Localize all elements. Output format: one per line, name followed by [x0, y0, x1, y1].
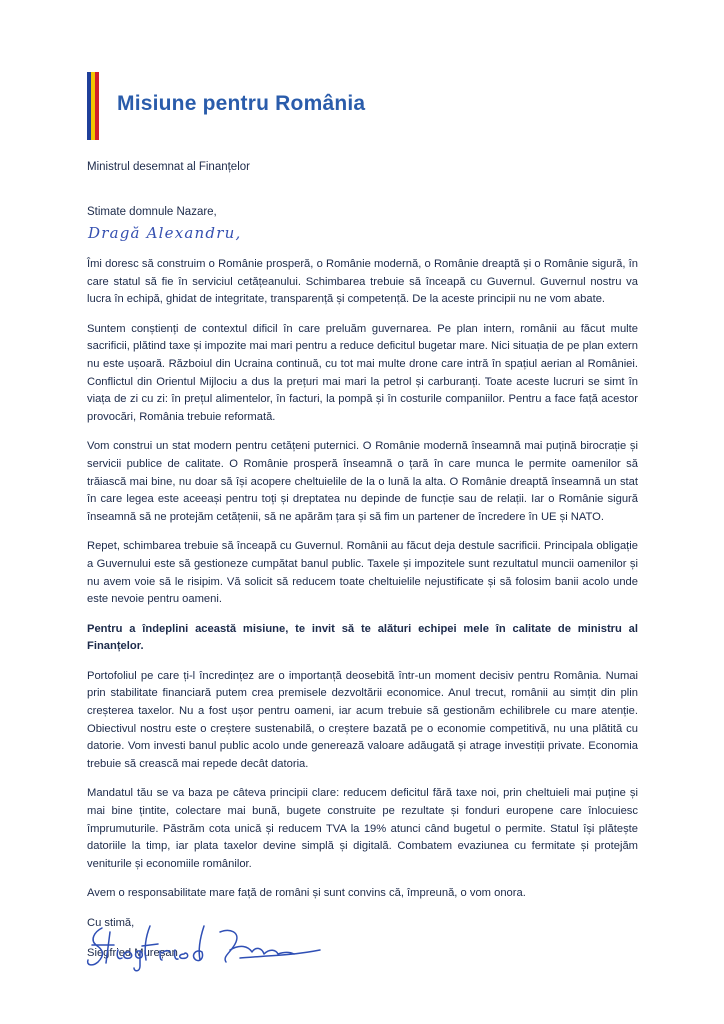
paragraph-5: Portofoliul pe care ți-l încredințez are o importanță deosebită într-un moment decisiv pentru România. Numai prin stabilitate financiară putem crea premisele dezvoltării economice. Anul trecut, românii au simțit din plin creșterea taxelor. Nu a fost ușor pentru oameni, iar acum trebuie să gestionăm echilibrele cu mare atenție. Obiectivul nostru este o creștere sustenabilă, o creștere bazată pe o economie competitivă, nu una plătită cu datorie. Vom investi banul public acolo unde generează valoare adăugată și atrage investiții private. Economia trebuie să crească mai repede decât datoria.: [87, 669, 638, 770]
paragraph-6: Mandatul tău se va baza pe câteva principii clare: reducem deficitul fără taxe noi, prin cheltuieli mai puține și mai bine țintite, colectare mai bună, bugete construite pe rezultate și fonduri europene care înlocuiesc împrumuturile. Păstrăm cota unică și reducem TVA la 19% atunci când bugetul o permite. Statul își plătește datoriile la timp, iar plata taxelor devine simplă și digitală. Combatem evaziunea cu fermitate și protejăm veniturile și economiile românilor.: [87, 787, 638, 870]
salutation: Stimate domnule Nazare,: [87, 206, 217, 218]
signer-name: Siegfried Mureșan: [87, 946, 178, 959]
paragraph-2: Suntem conștienți de contextul dificil în care preluăm guvernarea. Pe plan intern, românii au făcut multe sacrificii, plătind taxe și impozite mai mari pentru a reduce deficitul bugetar mare. Nici situația de pe plan extern nu este ușoară. Războiul din Ucraina continuă, cu tot mai multe drone care intră în spațiul aerian al României. Conflictul din Orientul Mijlociu a dus la prețuri mai mari la petrol și carburanți. Toate aceste lucruri se simt în viața de zi cu zi: în prețul alimentelor, în facturi, la pompă și în costurile companiilor. Pentru a face față acestor provocări, România trebuie reformată.: [87, 322, 638, 423]
handwritten-signature: [80, 918, 330, 978]
paragraph-4: Repet, schimbarea trebuie să înceapă cu Guvernul. Românii au făcut deja destule sacrificii. Principala obligație a Guvernului este să gestioneze cumpătat banul public. Taxele și impozitele sunt rezultatul muncii oamenilor și nu avem voie să le risipim. Vă solicit să reducem toate cheltuielile nejustificate și să folosim banii acolo unde este nevoie pentru oameni.: [87, 540, 638, 606]
invitation-paragraph: Pentru a îndeplini această misiune, te invit să te alături echipei mele în calitate de ministru al Finanțelor.: [87, 622, 638, 653]
letterhead-title: Misiune pentru România: [117, 92, 366, 115]
paragraph-7: Avem o responsabilitate mare față de români și sunt convins că, împreună, o vom onora.: [87, 887, 526, 900]
romanian-flag-bar: [87, 72, 99, 140]
paragraph-1: Îmi doresc să construim o Românie prosperă, o Românie modernă, o Românie dreaptă și o Românie sigură, în care statul să fie în serviciul cetățeanului. Schimbarea trebuie să înceapă cu Guvernul. Guvernul nostru va lucra în echipă, ghidat de integritate, transparență și competență. De la aceste principii nu ne vom abate.: [87, 258, 638, 306]
handwritten-greeting: Dragă Alexandru,: [88, 224, 242, 242]
paragraph-3: Vom construi un stat modern pentru cetățeni puternici. O Românie modernă înseamnă mai puțină birocrație și servicii publice de calitate. O Românie prosperă înseamnă o țară în care munca le permite oamenilor să trăiască mai bine, nu doar să își acopere cheltuielile de la o lună la alta. O Românie dreaptă înseamnă un stat în care legea este aceeași pentru toți și dreptatea nu depinde de funcție sau de relații. Iar o Românie sigură înseamnă să ne protejăm cetățenii, să ne apărăm țara și să fim un partener de încredere în UE și NATO.: [87, 440, 638, 523]
letter-body: [87, 256, 638, 974]
flag-red-stripe: [95, 72, 99, 140]
recipient-role: Ministrul desemnat al Finanțelor: [87, 161, 250, 173]
closing: Cu stimă,: [87, 917, 135, 929]
